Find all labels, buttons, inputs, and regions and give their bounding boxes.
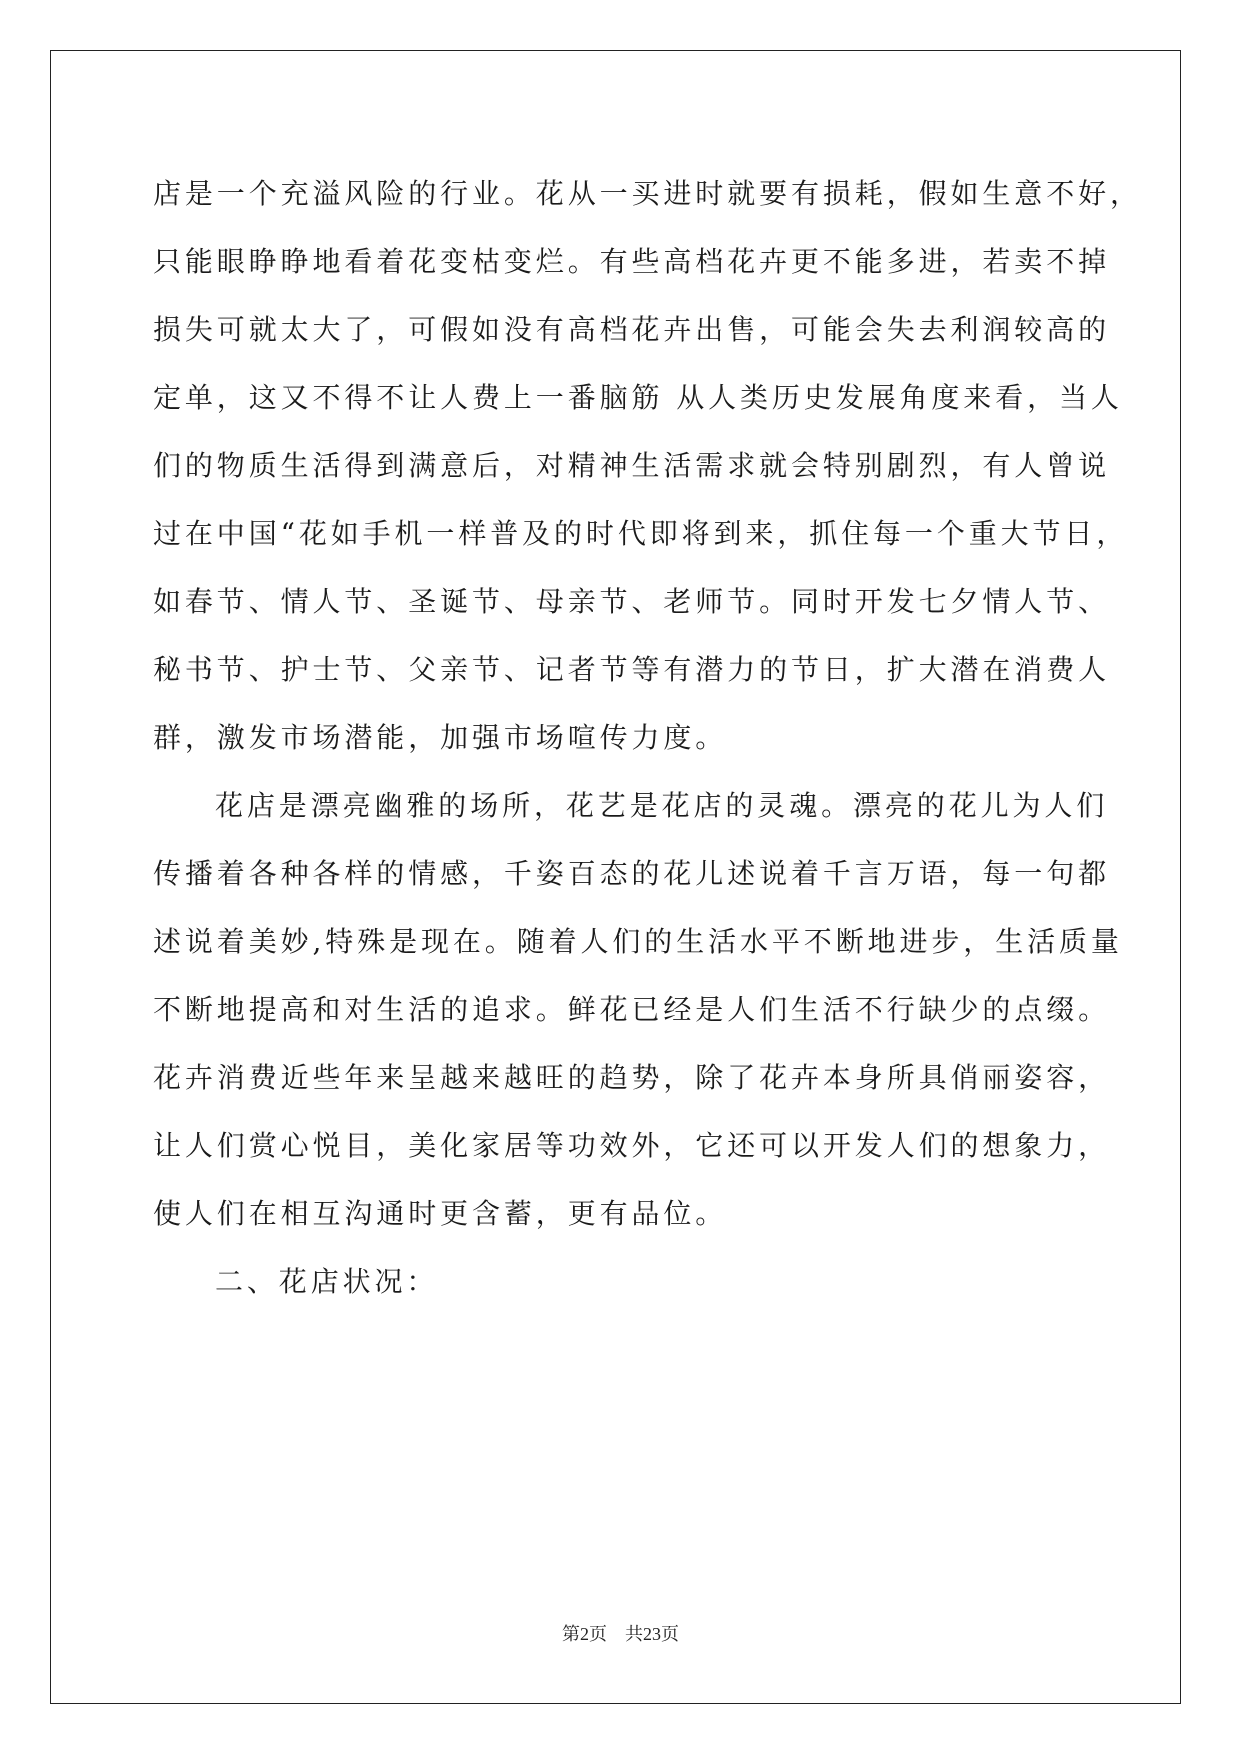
text-line: 二、花店状况：	[215, 1265, 439, 1298]
text-line: 过在中国“花如手机一样普及的时代即将到来，抓住每一个重大节日，	[153, 517, 1129, 550]
document-body	[153, 160, 1142, 1316]
text-line: 秘书节、护士节、父亲节、记者节等有潜力的节日，扩大潜在消费人	[153, 653, 1111, 686]
text-line: 们的物质生活得到满意后，对精神生活需求就会特别剧烈，有人曾说	[153, 449, 1111, 482]
text-line: 使人们在相互沟通时更含蓄，更有品位。	[153, 1197, 728, 1230]
text-line: 不断地提高和对生活的追求。鲜花已经是人们生活不行缺少的点缀。	[153, 993, 1111, 1026]
text-line: 让人们赏心悦目，美化家居等功效外，它还可以开发人们的想象力，	[153, 1129, 1111, 1162]
text-line: 定单，这又不得不让人费上一番脑筋 从人类历史发展角度来看，当人	[153, 381, 1123, 414]
text-line: 群，激发市场潜能，加强市场喧传力度。	[153, 721, 728, 754]
text-line: 损失可就太大了，可假如没有高档花卉出售，可能会失去利润较高的	[153, 313, 1111, 346]
text-line: 只能眼睁睁地看着花变枯变烂。有些高档花卉更不能多进，若卖不掉	[153, 245, 1111, 278]
text-line: 店是一个充溢风险的行业。花从一买进时就要有损耗，假如生意不好，	[153, 177, 1142, 210]
text-line: 花店是漂亮幽雅的场所，花艺是花店的灵魂。漂亮的花儿为人们	[215, 789, 1109, 822]
text-line: 述说着美妙,特殊是现在。随着人们的生活水平不断地进步，生活质量	[153, 925, 1123, 958]
page-number-footer: 第2页 共23页	[562, 1624, 679, 1644]
text-line: 传播着各种各样的情感，千姿百态的花儿述说着千言万语，每一句都	[153, 857, 1111, 890]
text-line: 花卉消费近些年来呈越来越旺的趋势，除了花卉本身所具俏丽姿容，	[153, 1061, 1111, 1094]
text-line: 如春节、情人节、圣诞节、母亲节、老师节。同时开发七夕情人节、	[153, 585, 1111, 618]
